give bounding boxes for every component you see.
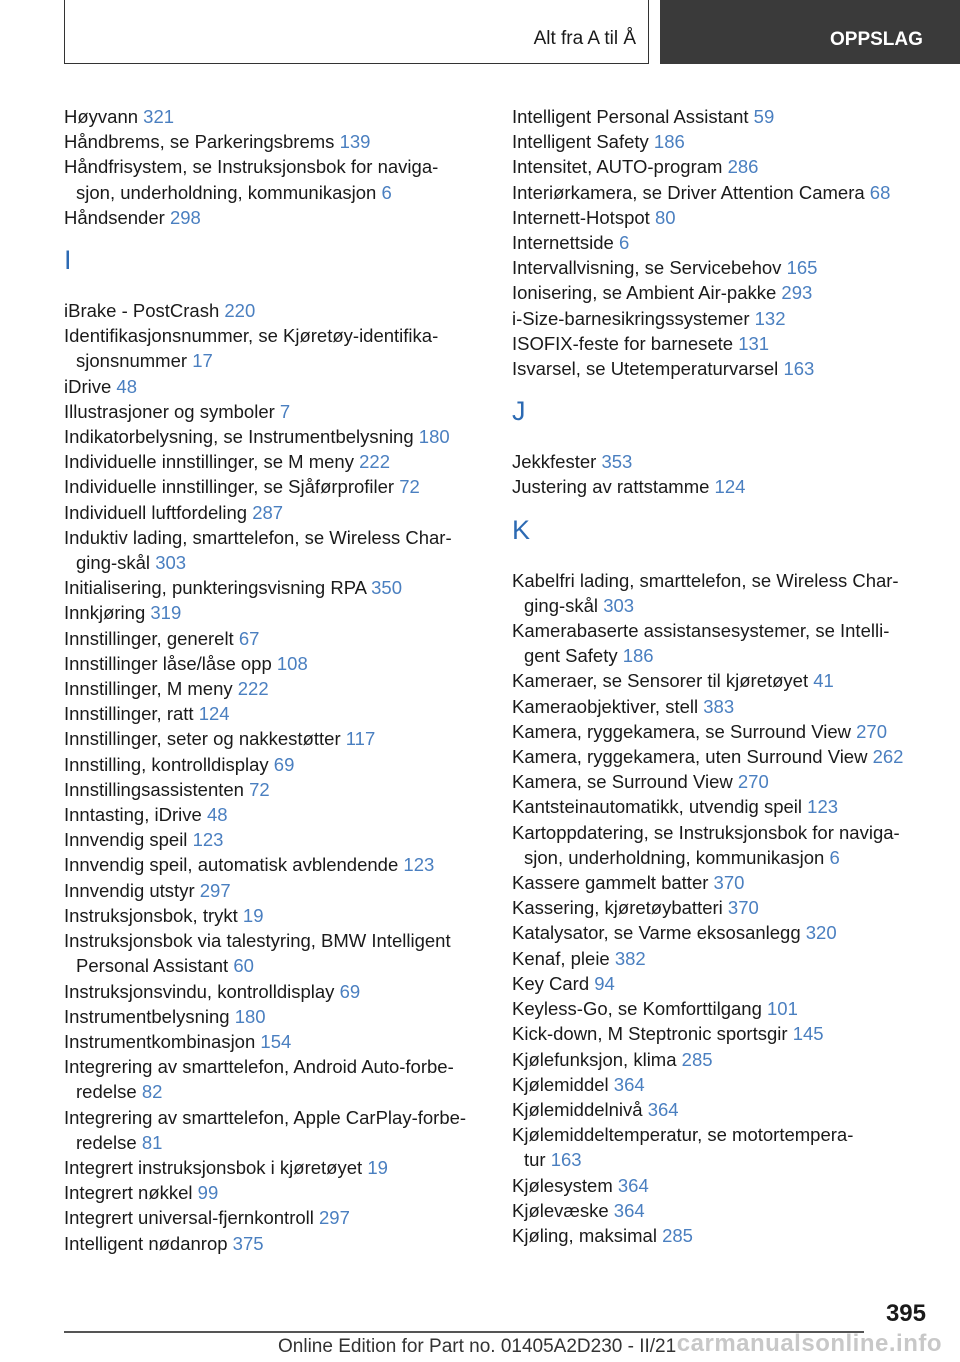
index-entry [512,1047,932,1072]
page-link[interactable]: 80 [654,206,676,228]
index-entry [512,474,932,499]
index-entry [64,424,484,449]
index-entry-text: Innstillinger, generelt [64,627,234,649]
page-link[interactable]: 320 [805,922,837,944]
page-link[interactable]: 72 [249,778,270,800]
index-entry [512,694,932,719]
page-link[interactable]: 124 [198,703,230,725]
page-link[interactable]: 108 [276,652,308,674]
index-entry-text: Integrert instruksjonsbok i kjøretøyet [64,1156,363,1178]
index-entry-text: Internettside [512,232,614,254]
index-entry [64,1180,484,1205]
index-entry [64,1105,484,1155]
page-link[interactable]: 375 [232,1232,264,1254]
page-link[interactable]: 131 [738,332,770,354]
index-entry-text: Innvendig utstyr [64,879,195,901]
index-entry [512,230,932,255]
index-entry [64,129,484,154]
index-entry-text: Ionisering, se Ambient Air-pakke [512,282,777,304]
page-link[interactable]: 287 [252,501,284,523]
index-entry [512,1097,932,1122]
index-entry [512,820,932,870]
page-link[interactable]: 222 [359,451,390,473]
index-entry-text: sjon, underholdning, kommunikasjon [76,181,377,203]
page-link[interactable]: 163 [783,358,815,380]
index-entry [64,802,484,827]
index-letter-heading: K [512,514,531,545]
page-link[interactable]: 180 [418,426,450,448]
index-entry [64,626,484,651]
page-link[interactable]: 123 [807,796,839,818]
index-entry-text: Keyless-Go, se Komforttilgang [512,998,762,1020]
index-entry-text: Instruksjonsvindu, kontrolldisplay [64,980,335,1002]
page-link[interactable]: 186 [653,131,685,153]
page-link[interactable]: 6 [618,232,630,254]
page-link[interactable]: 123 [192,829,224,851]
index-entry [512,180,932,205]
page-link[interactable]: 270 [737,771,769,793]
index-entry-text: Håndsender [64,206,165,228]
header-title: Alt fra A til Å [533,28,636,49]
index-entry-text: Integrert universal-fjernkontroll [64,1207,314,1229]
index-entry [64,979,484,1004]
index-entry-text: sjon, underholdning, kommunikasjon [524,846,825,868]
index-entry [512,794,932,819]
index-entry-text: Integrering av smarttelefon, Android Auto-forbe- [64,1056,454,1078]
index-entry [64,1231,484,1256]
index-entry [512,1173,932,1198]
index-entry [512,870,932,895]
index-letter-heading: J [512,396,526,427]
page-link[interactable]: 370 [713,872,745,894]
index-entry [512,331,932,356]
index-entry [512,769,932,794]
header-title-box [64,0,649,64]
page-link[interactable]: 19 [367,1156,388,1178]
index-entry [512,895,932,920]
page-link[interactable]: 132 [754,307,786,329]
index-entry-text: Intelligent Safety [512,131,649,153]
index-entry [64,928,484,978]
index-entry-text: Kassere gammelt batter [512,872,709,894]
page-link[interactable]: 165 [786,257,818,279]
index-entry-text: Innstillinger, seter og nakkestøtter [64,728,341,750]
index-entry-text: ging-skål [76,552,151,574]
index-entry [64,1205,484,1230]
index-entry-text: Innvendig speil, automatisk avblendende [64,854,399,876]
index-entry [512,306,932,331]
index-entry [512,205,932,230]
index-entry-text: Kantsteinautomatikk, utvendig speil [512,796,803,818]
index-entry [512,449,932,474]
page-link[interactable]: 69 [273,753,295,775]
index-entry-text: i-Size-barnesikringssystemer [512,307,750,329]
index-entry-text: Innstillinger, ratt [64,703,194,725]
index-entry [64,323,484,373]
index-entry [64,827,484,852]
page-link[interactable]: 59 [753,106,775,127]
index-entry-text: Individuell luftfordeling [64,501,248,523]
index-entry [64,500,484,525]
page-link[interactable]: 298 [169,206,201,228]
index-entry-text: Håndbrems, se Parkeringsbrems [64,131,335,153]
index-entry [64,298,484,323]
index-entry-text: Instrumentbelysning [64,1005,230,1027]
page-link[interactable]: 117 [345,728,376,750]
index-entry-text: Kartoppdatering, se Instruksjonsbok for naviga- [512,821,900,843]
index-entry [64,651,484,676]
index-entry-text: Kameraobjektiver, stell [512,695,699,717]
index-entry-text: ging-skål [524,594,599,616]
page-link[interactable]: 68 [869,181,891,203]
index-entry [64,1155,484,1180]
index-entry [64,852,484,877]
index-entry [512,946,932,971]
page-number: 395 [885,1300,926,1327]
index-entry-text: redelse [76,1081,137,1103]
index-entry-continuation [64,1130,484,1155]
index-letter-heading: I [64,245,72,276]
index-entry [64,104,484,129]
page-link[interactable]: 163 [550,1149,582,1171]
page-link[interactable]: 370 [727,897,759,919]
index-entry-text: Innkjøring [64,602,146,624]
page-link[interactable]: 139 [339,131,371,153]
index-entry-text: Innstillinger, M meny [64,678,233,700]
page-link[interactable]: 60 [233,955,254,977]
index-entry [512,1122,932,1172]
page-link[interactable]: 286 [727,156,759,178]
page-link[interactable]: 7 [279,400,291,422]
page-link[interactable]: 262 [872,746,904,768]
index-entry-text: Kamera, ryggekamera, uten Surround View [512,746,868,768]
index-entry-text: Kjølevæske [512,1199,609,1221]
index-entry-text: Individuelle innstillinger, se M meny [64,451,354,473]
index-entry-continuation [512,845,932,870]
index-entry-continuation [512,643,932,668]
index-entry-text: Instruksjonsbok, trykt [64,904,238,926]
index-entry-text: ISOFIX-feste for barnesete [512,332,734,354]
index-entry [64,205,484,230]
index-entry [512,996,932,1021]
index-entry [64,449,484,474]
index-entry [512,668,932,693]
page-link[interactable]: 19 [242,904,264,926]
index-entry-text: Intervallvisning, se Servicebehov [512,257,782,279]
page-link[interactable]: 69 [339,980,361,1002]
index-entry-text: Intelligent Personal Assistant [512,106,749,127]
index-entry-text: Internett-Hotspot [512,206,650,228]
index-entry-continuation [64,953,484,978]
page-link[interactable]: 303 [603,594,635,616]
index-entry-text: iBrake - PostCrash [64,300,220,322]
index-entry [512,1072,932,1097]
index-entry [64,903,484,928]
page-link[interactable]: 285 [662,1224,693,1246]
page-link[interactable]: 124 [714,476,746,498]
index-entry-text: Kick-down, M Steptronic sportsgir [512,1023,788,1045]
index-entry-text: Kjølemiddel [512,1073,609,1095]
index-entry [512,154,932,179]
index-entry-text: Induktiv lading, smarttelefon, se Wireless Char- [64,526,452,548]
watermark: carmanualsonline.info [676,1330,942,1357]
page-link[interactable]: 364 [613,1199,645,1221]
page-link[interactable]: 123 [403,854,435,876]
index-entry-text: Høyvann [64,106,139,127]
index-entry-text: tur [524,1149,546,1171]
index-column-right [512,104,932,1248]
index-entry [64,525,484,575]
index-entry-text: Identifikasjonsnummer, se Kjøretøy-identifika- [64,325,439,347]
index-column-left [64,104,484,1256]
index-entry-text: Innvendig speil [64,829,188,851]
index-entry-text: Instrumentkombinasjon [64,1030,256,1052]
index-entry [512,1021,932,1046]
page-link[interactable]: 72 [399,476,420,498]
index-entry [64,777,484,802]
index-entry-text: Kenaf, pleie [512,947,610,969]
index-entry [512,971,932,996]
index-entry [512,1223,932,1248]
index-entry-continuation [64,1079,484,1104]
index-entry [512,104,932,129]
page-link[interactable]: 364 [617,1174,649,1196]
index-entry-text: Isvarsel, se Utetemperaturvarsel [512,358,779,380]
page-link[interactable]: 81 [141,1131,163,1153]
index-entry-text: Kjøling, maksimal [512,1224,657,1246]
index-entry [512,1198,932,1223]
page-link[interactable]: 82 [141,1081,163,1103]
index-entry-continuation [64,348,484,373]
index-entry-continuation [512,593,932,618]
index-entry-text: Kameraer, se Sensorer til kjøretøyet [512,670,809,692]
index-entry-text: Key Card [512,972,590,994]
index-entry-text: Innstillinger låse/låse opp [64,652,272,674]
page-link[interactable]: 270 [856,720,888,742]
index-entry [64,154,484,204]
index-entry [512,744,932,769]
index-entry [64,726,484,751]
page-link[interactable]: 180 [234,1005,266,1027]
index-entry [64,1054,484,1104]
index-entry [64,474,484,499]
index-entry-text: Kjølemiddelnivå [512,1098,643,1120]
index-entry-text: Illustrasjoner og symboler [64,400,275,422]
index-entry [512,719,932,744]
page-link[interactable]: 353 [601,451,633,473]
index-entry-text: Individuelle innstillinger, se Sjåførprofiler [64,476,395,498]
index-entry-text: Kamera, se Surround View [512,771,733,793]
page-link[interactable]: 285 [681,1048,713,1070]
index-entry-text: Instruksjonsbok via talestyring, BMW Intelligent [64,930,451,952]
index-entry [64,399,484,424]
index-entry-text: Jekkfester [512,451,597,473]
index-entry [64,676,484,701]
footer-edition: Online Edition for Part no. 01405A2D230 - II/21 [278,1336,677,1357]
page-link[interactable]: 303 [155,552,187,574]
index-entry [64,701,484,726]
index-entry-text: Kjølesystem [512,1174,613,1196]
index-entry-text: Kamera, ryggekamera, se Surround View [512,720,851,742]
page-link[interactable]: 321 [143,106,175,127]
page-link[interactable]: 382 [614,947,646,969]
page-link[interactable]: 48 [116,375,137,397]
index-entry-text: Innstilling, kontrolldisplay [64,753,269,775]
index-entry-continuation [64,550,484,575]
index-entry-text: Intensitet, AUTO-program [512,156,723,178]
index-entry [512,568,932,618]
page-link[interactable]: 297 [319,1207,350,1229]
index-entry-text: redelse [76,1131,137,1153]
index-entry-text: Integrering av smarttelefon, Apple CarPlay-forbe- [64,1106,467,1128]
index-entry-text: Intelligent nødanrop [64,1232,228,1254]
page-link[interactable]: 67 [238,627,260,649]
index-entry [512,255,932,280]
page-link[interactable]: 319 [150,602,182,624]
index-entry-text: Kjølefunksjon, klima [512,1048,677,1070]
index-entry-continuation [512,1147,932,1172]
page-link[interactable]: 48 [206,804,228,826]
page-link[interactable]: 293 [781,282,813,304]
index-entry-text: Katalysator, se Varme eksosanlegg [512,922,801,944]
index-entry [512,618,932,668]
page-link[interactable]: 297 [199,879,231,901]
page-link[interactable]: 383 [703,695,735,717]
page-link[interactable]: 220 [224,300,256,322]
index-entry [64,1004,484,1029]
page-link[interactable]: 145 [792,1023,824,1045]
index-entry [64,575,484,600]
index-entry [512,920,932,945]
page-link[interactable]: 6 [829,846,840,868]
index-entry-continuation [64,180,484,205]
index-entry-text: Initialisering, punkteringsvisning RPA [64,577,366,599]
index-entry-text: Kjølemiddeltemperatur, se motortempera- [512,1124,854,1146]
index-entry-text: Indikatorbelysning, se Instrumentbelysning [64,426,414,448]
page-link[interactable]: 222 [237,678,269,700]
index-entry [512,356,932,381]
page-link[interactable]: 350 [371,577,402,599]
page-link[interactable]: 364 [647,1098,679,1120]
index-entry [64,752,484,777]
page-link[interactable]: 6 [381,181,392,203]
section-tab-label: OPPSLAG [830,29,923,50]
page-link[interactable]: 17 [192,350,213,372]
index-entry-text: Håndfrisystem, se Instruksjonsbok for naviga- [64,156,439,178]
index-entry [64,374,484,399]
index-entry-text: iDrive [64,375,112,397]
index-entry-text: Kamerabaserte assistansesystemer, se Intelli- [512,620,890,642]
index-entry [512,280,932,305]
page-link[interactable]: 186 [622,645,654,667]
index-entry-text: Innstillingsassistenten [64,778,244,800]
index-entry-text: Inntasting, iDrive [64,804,202,826]
index-entry-text: Interiørkamera, se Driver Attention Camera [512,181,865,203]
page-link[interactable]: 154 [260,1030,292,1052]
page-link[interactable]: 41 [813,670,834,692]
page-link[interactable]: 94 [594,972,615,994]
index-entry [64,600,484,625]
page-link[interactable]: 364 [613,1073,645,1095]
index-entry [64,1029,484,1054]
index-entry-text: sjonsnummer [76,350,188,372]
index-entry-text: Integrert nøkkel [64,1182,193,1204]
index-entry-text: Personal Assistant [76,955,229,977]
section-tab[interactable] [660,0,960,64]
index-entry [64,878,484,903]
index-entry [512,129,932,154]
index-entry-text: Justering av rattstamme [512,476,710,498]
page-link[interactable]: 99 [197,1182,219,1204]
page-link[interactable]: 101 [767,998,798,1020]
index-entry-text: Kassering, kjøretøybatteri [512,897,723,919]
index-entry-text: gent Safety [524,645,618,667]
index-entry-text: Kabelfri lading, smarttelefon, se Wireless Char- [512,569,899,591]
